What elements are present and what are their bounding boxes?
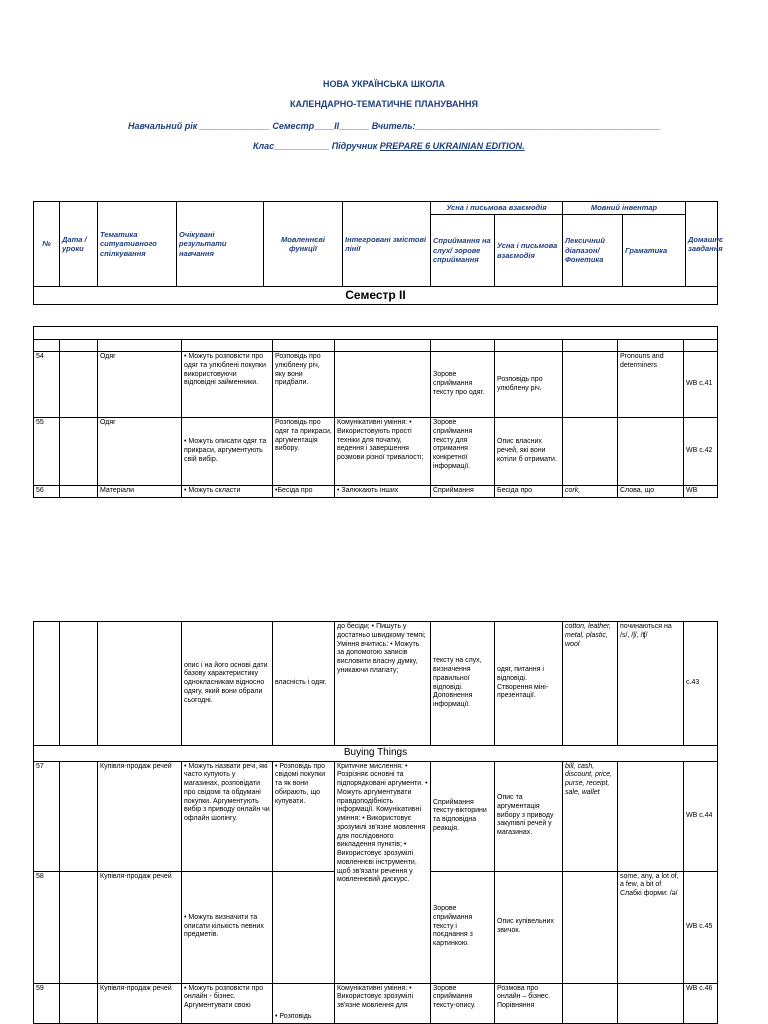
col-grammar: Граматика (623, 215, 686, 287)
lesson-functions: Розповідь про улюблену річ, яку вони придбали. (273, 352, 335, 418)
lesson-number: 59 (34, 983, 60, 1023)
lesson-date (60, 871, 98, 983)
lesson-date (60, 418, 98, 486)
lesson-homework: WB с.41 (684, 352, 718, 418)
lesson-results: • Можуть скласти (182, 486, 273, 498)
lesson-topic: Купівля-продаж речей (98, 983, 182, 1023)
lesson-results: • Можуть назвати речі, які часто купують у магазинах, розповідати про свідомі та обдумані покупки. Аргументують вибір з приводу онлайн чи офлайн шопінгу. (182, 761, 273, 871)
empty-row (34, 327, 718, 340)
lesson-interaction: Розмова про онлайн – бізнес. Порівняння (495, 983, 563, 1023)
lesson-results: • Можуть описати одяг та прикраси, аргументують свій вибір. (182, 418, 273, 486)
lesson-interaction: одяг, питання і відповіді. Створення міні-презентації. (495, 622, 563, 746)
col-results: Очікувані результати навчання (177, 202, 264, 287)
lesson-interaction: Розповідь про улюблену річ. (495, 352, 563, 418)
textbook-name: PREPARE 6 UKRAINIAN EDITION. (379, 141, 525, 151)
lesson-results: • Можуть визначити та описати кількість певних предметів. (182, 871, 273, 983)
col-homework: Домашнє завдання (686, 202, 718, 287)
plan-header-table (33, 201, 724, 305)
lesson-perception: тексту на слух, визначення правильної відповіді. Доповнення інформації. (431, 622, 495, 746)
lesson-number: 55 (34, 418, 60, 486)
lesson-perception: Зорове сприймання тексту і поєднання з картинкою. (431, 871, 495, 983)
empty-cell (684, 340, 718, 352)
table-row (34, 418, 718, 486)
class-textbook-line (253, 141, 525, 151)
empty-cell (60, 622, 98, 746)
lesson-lexis: bill, cash, discount, price, purse, receipt, sale, wallet (563, 761, 618, 871)
col-functions: Мовленнєві функції (264, 202, 343, 287)
empty-cell (34, 622, 60, 746)
group-interaction: Усна і письмова взаємодія (431, 202, 563, 215)
lesson-lexis (563, 871, 618, 983)
lesson-date (60, 983, 98, 1023)
lesson-grammar: Слова, що (618, 486, 684, 498)
table-row (34, 761, 718, 871)
lesson-interaction: Опис та аргументація вибору з приводу закупівлі речей у магазинах. (495, 761, 563, 871)
lesson-lines: • Залюкають інших (335, 486, 431, 498)
lesson-date (60, 486, 98, 498)
lesson-perception: Сприймання (431, 486, 495, 498)
table-row (34, 486, 718, 498)
lesson-lines (335, 352, 431, 418)
col-date: Дата / уроки (60, 202, 98, 287)
lesson-interaction: Опис власних речей, які вони котіли б отримати. (495, 418, 563, 486)
lesson-number: 54 (34, 352, 60, 418)
col-lexis: Лексичний діапазон/ Фонетика (563, 215, 623, 287)
year-semester-teacher-line: Навчальний рік ______________ Семестр____II______ Вчитель:_________________________________________________ (128, 121, 661, 131)
lesson-grammar: some, any, a lot of, a few, a bit of Слабкі форми: /ə/ (618, 871, 684, 983)
lesson-results: опис і на його основі дати базову характеристику однокласникам відносно одягу, який вони обрали сьогодні. (182, 622, 273, 746)
lesson-topic: Одяг (98, 352, 182, 418)
empty-cell (431, 340, 495, 352)
empty-cell (98, 622, 182, 746)
lesson-grammar: Pronouns and determiners (618, 352, 684, 418)
empty-cell (34, 340, 60, 352)
table-row (34, 352, 718, 418)
lesson-perception: Зорове сприймання тексту про одяг. (431, 352, 495, 418)
lesson-date (60, 761, 98, 871)
lesson-interaction: Бесіда про (495, 486, 563, 498)
lesson-functions: •Бесіда про (273, 486, 335, 498)
lesson-topic: Купівля-продаж речей (98, 761, 182, 871)
col-perception: Сприймання на слух/ зорове сприймання (431, 215, 495, 287)
empty-cell (335, 340, 431, 352)
lessons-table-page2 (33, 621, 718, 1024)
section-title: Buying Things (34, 746, 718, 762)
lesson-topic: Одяг (98, 418, 182, 486)
lesson-grammar (618, 418, 684, 486)
lesson-number: 57 (34, 761, 60, 871)
lesson-lexis: cork, (563, 486, 618, 498)
empty-cell (98, 340, 182, 352)
col-interaction: Усна і письмова взаємодія (495, 215, 563, 287)
lesson-lexis (563, 352, 618, 418)
lesson-homework: WB с.45 (684, 871, 718, 983)
lesson-grammar: починаються на /s/, /ʃ/, /ʧ/ (618, 622, 684, 746)
lesson-results: • Можуть розповісти про одяг та улюблені покупки використовуючи відповідні займенники. (182, 352, 273, 418)
empty-cell (273, 340, 335, 352)
group-language: Мовний інвентар (563, 202, 686, 215)
lesson-number: 56 (34, 486, 60, 498)
school-title: НОВА УКРАЇНСЬКА ШКОЛА (323, 79, 445, 89)
lesson-homework: WB (684, 486, 718, 498)
lesson-date (60, 352, 98, 418)
table-row-continuation (34, 622, 718, 746)
lesson-functions: • Розповідь про свідомі покупки та як вони обирають, що купувати. (273, 761, 335, 871)
table-row (34, 983, 718, 1023)
lesson-homework: WB с.42 (684, 418, 718, 486)
lesson-lexis (563, 983, 618, 1023)
lesson-functions: Розповідь про одяг та прикраси, аргументація вибору. (273, 418, 335, 486)
lesson-interaction: Опис купівельних звичок. (495, 871, 563, 983)
lesson-topic: Матеріали (98, 486, 182, 498)
lesson-lexis (563, 418, 618, 486)
col-lines: Інтегровані змістові лінії (343, 202, 431, 287)
lesson-perception: Зорове сприймання тексту для отримання конкретної інформації. (431, 418, 495, 486)
lesson-functions: власність і одяг. (273, 622, 335, 746)
empty-cell (495, 340, 563, 352)
lesson-lines: Критичне мислення: • Розрізняє основні та підпорядковані аргументи. • Можуть аргументувати правдоподібність інформації. Комунікативні уміння: • Використовує зрозумілі зв'язне мовлення для послідовного викладення пунктів; • Використовує зрозумілі мовленнєві інструменти, щоб зв'язати речення у мовленнєвий дискурс. (335, 761, 431, 983)
empty-cell (60, 340, 98, 352)
lesson-perception: Сприймання тексту-вікторини та відповідна реакція. (431, 761, 495, 871)
col-topic: Тематика ситуативного спілкування (98, 202, 177, 287)
lesson-homework: с.43 (684, 622, 718, 746)
empty-cell (182, 340, 273, 352)
empty-cell (563, 340, 618, 352)
lesson-homework: WB с.44 (684, 761, 718, 871)
lesson-lines: Комунікативні уміння: • Використовує зрозумілі зв'язне мовлення для (335, 983, 431, 1023)
lesson-lines: Комунікативні уміння: • Використовують прості техніки для початку, ведення і завершення розмови різної тривалості; (335, 418, 431, 486)
lesson-grammar (618, 761, 684, 871)
col-number: № (34, 202, 60, 287)
lesson-lexis: cotton, leather, metal, plastic, wool (563, 622, 618, 746)
lesson-lines: до бесіди; • Пишуть у достатньо швидкому темпі; Уміння вчитись: • Можуть за допомогою записів висловити власну думку, уникаючи плагіату; (335, 622, 431, 746)
empty-cell (618, 340, 684, 352)
lesson-grammar (618, 983, 684, 1023)
lesson-results: • Можуть розповісти про онлайн - бізнес. Аргументувати свою (182, 983, 273, 1023)
plan-title: КАЛЕНДАРНО-ТЕМАТИЧНЕ ПЛАНУВАННЯ (289, 99, 479, 109)
lesson-number: 58 (34, 871, 60, 983)
lesson-functions (273, 871, 335, 983)
lesson-functions: • Розповідь (273, 983, 335, 1023)
class-textbook-prefix: Клас___________ Підручник (253, 141, 380, 151)
lesson-perception: Зорове сприймання тексту-опису. (431, 983, 495, 1023)
lesson-topic: Купівля-продаж речей (98, 871, 182, 983)
semester-title: Семестр II (34, 287, 718, 305)
lesson-homework: WB с.46 (684, 983, 718, 1023)
lessons-table-page1 (33, 326, 718, 498)
